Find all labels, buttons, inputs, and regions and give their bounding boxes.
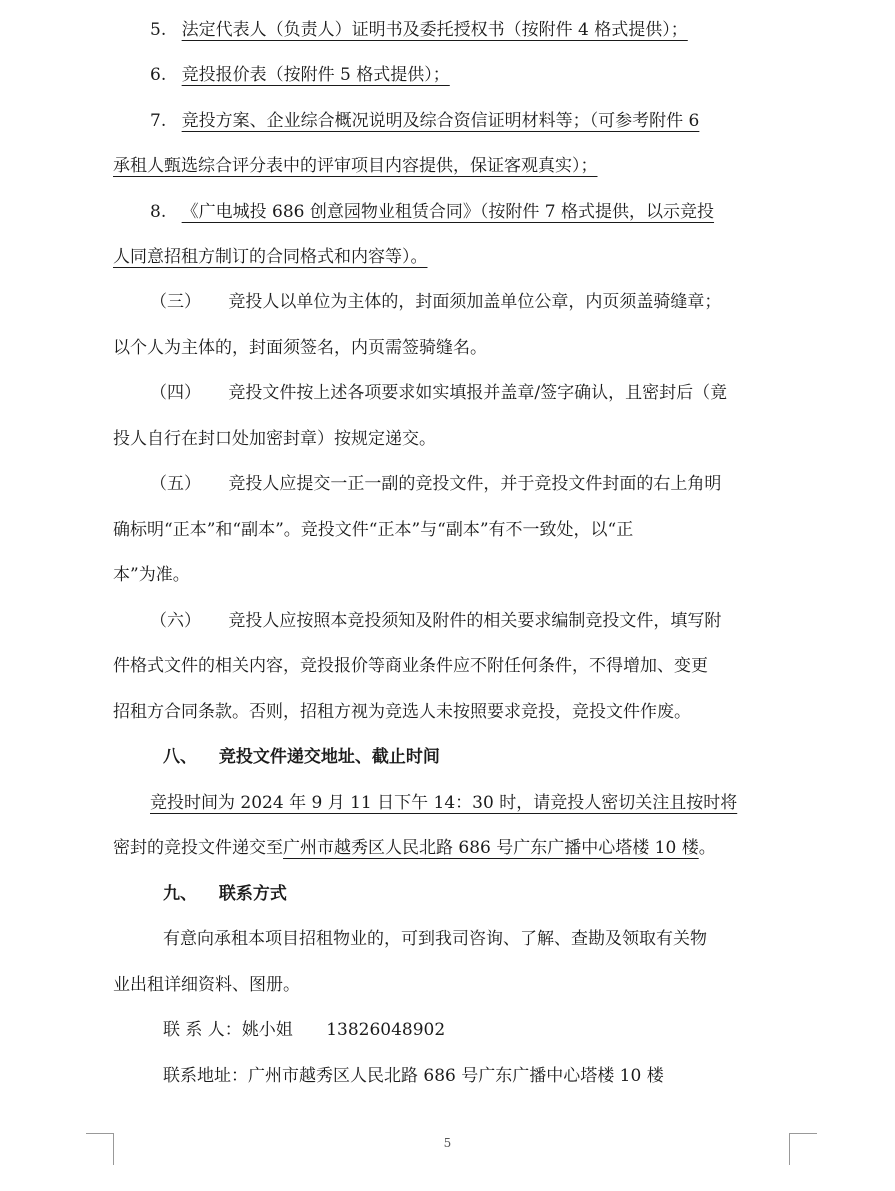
paragraph-text: 投人自行在封口处加密封章）按规定递交。	[113, 429, 436, 449]
contact-address	[163, 1064, 763, 1088]
submission-address: 广州市越秀区人民北路 686 号广东广播中心塔楼 10 楼	[283, 838, 699, 858]
deadline-text: 密封的竞投文件递交至	[113, 838, 283, 858]
section-title: 联系方式	[218, 884, 287, 904]
item-text: 承租人甄选综合评分表中的评审项目内容提供，保证客观真实）；	[113, 156, 598, 176]
paragraph-3	[150, 290, 785, 314]
contact-phone: 13826048902	[326, 1020, 446, 1040]
paragraph-text: 件格式文件的相关内容，竞投报价等商业条件应不附任何条件，不得增加、变更	[113, 656, 708, 676]
item-number: 6.	[150, 65, 167, 85]
item-text: 法定代表人（负责人）证明书及委托授权书（按附件 4 格式提供）；	[181, 20, 688, 40]
contact-intro-text: 有意向承租本项目招租物业的，可到我司咨询、了解、查勘及领取有关物	[163, 929, 707, 949]
paragraph-label: （六）	[150, 611, 201, 631]
list-item-7	[150, 109, 785, 133]
paragraph-text: 竞投人以单位为主体的，封面须加盖单位公章，内页须盖骑缝章；	[228, 292, 722, 312]
list-item-7-continued	[113, 154, 785, 178]
contact-address-value: 广州市越秀区人民北路 686 号广东广播中心塔楼 10 楼	[248, 1066, 664, 1086]
item-text: 人同意招租方制订的合同格式和内容等）。	[113, 247, 428, 267]
paragraph-text: 竞投人应提交一正一副的竞投文件，并于竞投文件封面的右上角明	[228, 474, 722, 494]
section-heading-9	[163, 882, 763, 906]
contact-intro	[163, 927, 785, 951]
paragraph-text: 本”为准。	[113, 565, 190, 585]
paragraph-label: （五）	[150, 474, 201, 494]
contact-person	[163, 1018, 763, 1042]
list-item-6	[150, 63, 790, 87]
paragraph-5-continued-2	[113, 563, 785, 587]
section-title: 竞投文件递交地址、截止时间	[218, 747, 440, 767]
deadline-text-end: 。	[698, 838, 716, 858]
page-number: 5	[443, 1136, 452, 1150]
paragraph-text: 竞投人应按照本竞投须知及附件的相关要求编制竞投文件，填写附	[228, 611, 722, 631]
contact-address-label: 联系地址：	[163, 1066, 248, 1086]
paragraph-label: （三）	[150, 292, 201, 312]
page-corner-mark-right	[789, 1133, 817, 1134]
paragraph-6-continued	[113, 654, 785, 678]
paragraph-text: 招租方合同条款。否则，招租方视为竞选人未按照要求竞投，竞投文件作废。	[113, 702, 691, 722]
page-corner-mark-left	[86, 1133, 114, 1134]
list-item-8	[150, 200, 785, 224]
paragraph-3-continued	[113, 336, 785, 360]
section-number: 九、	[163, 884, 197, 904]
list-item-8-continued	[113, 245, 785, 269]
section-number: 八、	[163, 747, 197, 767]
item-text: 竞投方案、企业综合概况说明及综合资信证明材料等；（可参考附件 6	[181, 111, 700, 131]
paragraph-5-continued	[113, 518, 785, 542]
item-number: 7.	[150, 111, 167, 131]
item-number: 8.	[150, 202, 167, 222]
list-item-5	[150, 18, 790, 42]
deadline-paragraph-continued	[113, 836, 785, 860]
paragraph-6	[150, 609, 785, 633]
contact-person-name: 姚小姐	[241, 1020, 293, 1040]
paragraph-text: 确标明“正本”和“副本”。竞投文件“正本”与“副本”有不一致处，以“正	[113, 520, 634, 540]
paragraph-4-continued	[113, 427, 785, 451]
paragraph-text: 竞投文件按上述各项要求如实填报并盖章/签字确认，且密封后（竟	[228, 383, 728, 403]
paragraph-5	[150, 472, 785, 496]
paragraph-label: （四）	[150, 383, 201, 403]
paragraph-6-continued-2	[113, 700, 785, 724]
contact-intro-text: 业出租详细资料、图册。	[113, 975, 300, 995]
paragraph-4	[150, 381, 785, 405]
contact-person-label: 联 系 人：	[163, 1020, 242, 1040]
deadline-text: 竞投时间为 2024 年 9 月 11 日下午 14：30 时，请竞投人密切关注且按时将	[150, 793, 738, 813]
item-text: 《广电城投 686 创意园物业租赁合同》（按附件 7 格式提供，以示竞投	[181, 202, 715, 222]
item-text: 竞投报价表（按附件 5 格式提供）；	[181, 65, 450, 85]
contact-intro-continued	[113, 973, 785, 997]
paragraph-text: 以个人为主体的，封面须签名，内页需签骑缝名。	[113, 338, 487, 358]
section-heading-8	[163, 745, 763, 769]
deadline-paragraph	[150, 791, 790, 815]
item-number: 5.	[150, 20, 167, 40]
